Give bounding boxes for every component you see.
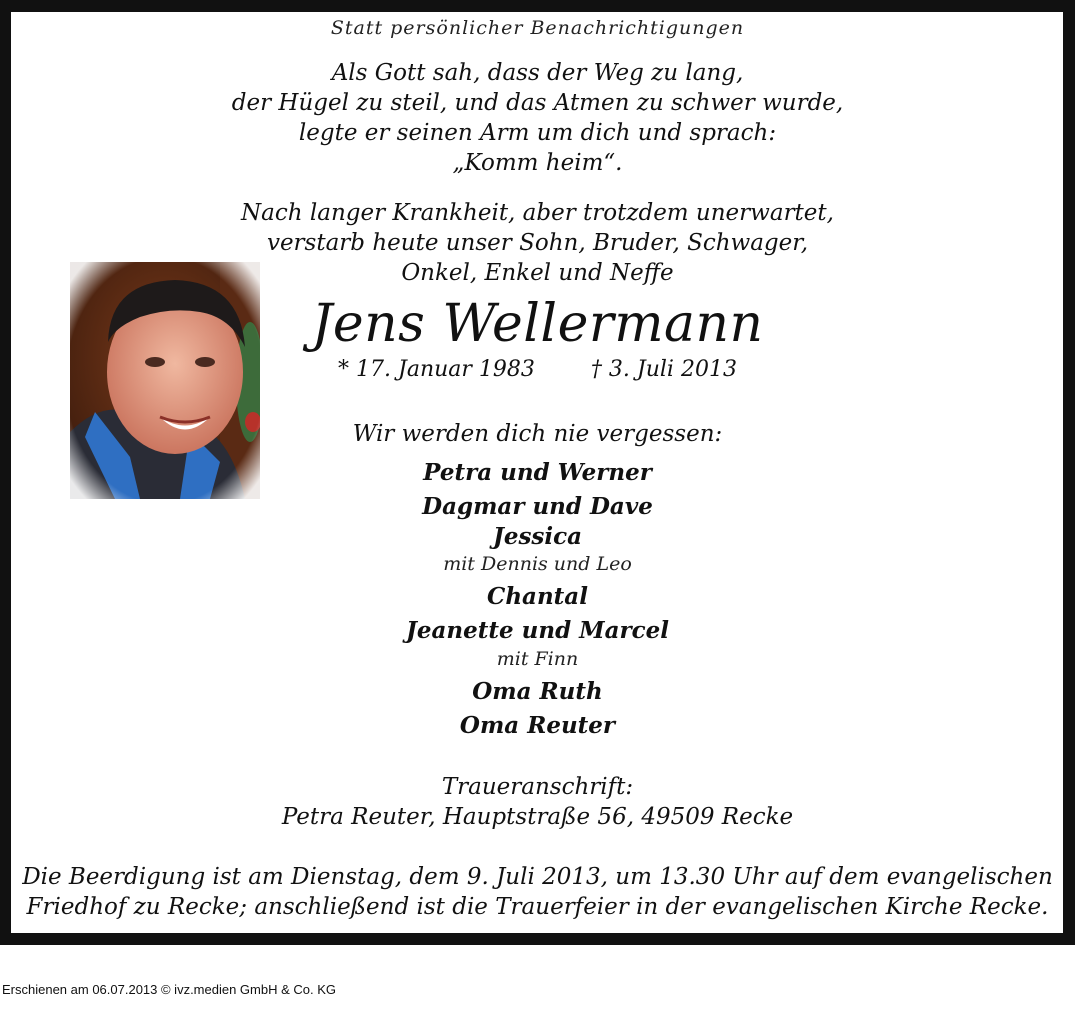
funeral-info-line: Friedhof zu Recke; anschließend ist die Trauerfeier in der evangelischen Kirche Recke. [26, 894, 1049, 920]
deceased-name: Jens Wellermann [311, 294, 764, 354]
mourner-name: Jessica [492, 523, 583, 550]
poem-line: der Hügel zu steil, und das Atmen zu schwer wurde, [231, 90, 844, 116]
mourner-name: Oma Ruth [472, 678, 603, 705]
mourning-address: Petra Reuter, Hauptstraße 56, 49509 Recke [281, 804, 794, 830]
birth-date: * 17. Januar 1983 [338, 357, 535, 382]
death-date: † 3. Juli 2013 [590, 357, 737, 382]
poem-line: „Komm heim“. [452, 150, 623, 176]
publication-footer: Erschienen am 06.07.2013 © ivz.medien GmbH & Co. KG [2, 982, 337, 997]
mourner-name: Oma Reuter [459, 712, 616, 739]
notice-header: Statt persönlicher Benachrichtigungen [330, 17, 745, 39]
mourner-name: Dagmar und Dave [422, 493, 653, 520]
address-label: Traueranschrift: [441, 774, 634, 800]
poem-line: legte er seinen Arm um dich und sprach: [298, 120, 777, 146]
life-dates [0, 357, 1075, 382]
intro-line: verstarb heute unser Sohn, Bruder, Schwager, [266, 230, 809, 256]
remembrance-line: Wir werden dich nie vergessen: [352, 421, 723, 447]
mourner-name: Chantal [487, 583, 588, 610]
mourner-name: Petra und Werner [423, 459, 652, 486]
poem-line: Als Gott sah, dass der Weg zu lang, [331, 60, 744, 86]
mourner-subline: mit Dennis und Leo [443, 553, 632, 575]
funeral-info-line: Die Beerdigung ist am Dienstag, dem 9. Juli 2013, um 13.30 Uhr auf dem evangelischen [22, 864, 1053, 890]
intro-line: Onkel, Enkel und Neffe [401, 260, 674, 286]
mourner-name: Jeanette und Marcel [405, 617, 670, 644]
intro-line: Nach langer Krankheit, aber trotzdem unerwartet, [241, 200, 834, 226]
mourner-subline: mit Finn [496, 648, 579, 670]
